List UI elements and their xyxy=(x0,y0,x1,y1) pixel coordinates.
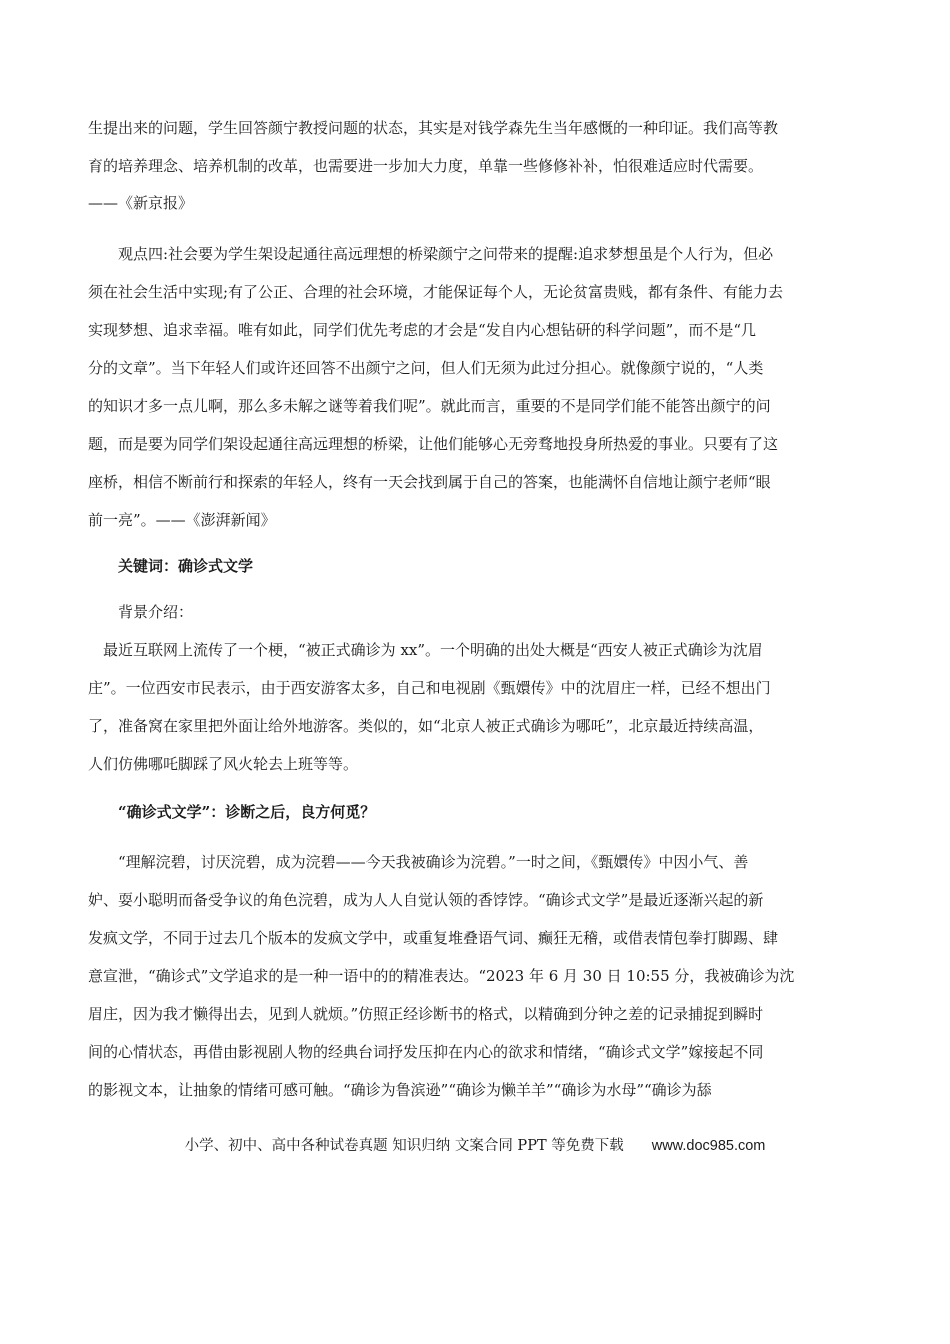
paragraph-line: 观点四:社会要为学生架设起通往高远理想的桥梁颜宁之问带来的提醒:追求梦想虽是个人行为，但必 xyxy=(118,245,774,263)
background-label: 背景介绍： xyxy=(118,603,194,621)
paragraph-line: 分的文章”。当下年轻人们或许还回答不出颜宁之问，但人们无须为此过分担心。就像颜宁说的，“人类 xyxy=(88,359,764,377)
paragraph-line: 座桥，相信不断前行和探索的年轻人，终有一天会找到属于自己的答案，也能满怀自信地让颜宁老师“眼 xyxy=(88,473,771,491)
paragraph-line: 题，而是要为同学们架设起通往高远理想的桥梁，让他们能够心无旁骛地投身所热爱的事业。只要有了这 xyxy=(88,435,779,453)
paragraph-line: 的影视文本，让抽象的情绪可感可触。“确诊为鲁滨逊”“确诊为懒羊羊”“确诊为水母”“确诊为舔 xyxy=(88,1081,712,1099)
paragraph-line: 实现梦想、追求幸福。唯有如此，同学们优先考虑的才会是“发自内心想钻研的科学问题”，而不是“几 xyxy=(88,321,757,339)
footer-text: 小学、初中、高中各种试卷真题 知识归纳 文案合同 PPT 等免费下载 xyxy=(184,1138,624,1154)
section-heading: “确诊式文学”：诊断之后，良方何觅？ xyxy=(118,803,376,821)
paragraph-line: 须在社会生活中实现;有了公正、合理的社会环境，才能保证每个人，无论贫富贵贱，都有条件、有能力去 xyxy=(88,283,784,301)
paragraph-line: 意宣泄，“确诊式”文学追求的是一种一语中的的精准表达。“2023 年 6 月 30 日 10:55 分，我被确诊为沈 xyxy=(88,967,795,985)
paragraph-line: 眉庄，因为我才懒得出去，见到人就烦。”仿照正经诊断书的格式，以精确到分钟之差的记录捕捉到瞬时 xyxy=(88,1005,764,1023)
page-footer xyxy=(0,1136,950,1156)
source-attribution: ——《新京报》 xyxy=(88,194,194,212)
paragraph-line: “理解浣碧，讨厌浣碧，成为浣碧——今天我被确诊为浣碧。”一时之间，《甄嬛传》中因小气、善 xyxy=(118,853,749,871)
paragraph-line: 妒、耍小聪明而备受争议的角色浣碧，成为人人自觉认领的香饽饽。“确诊式文学”是最近逐渐兴起的新 xyxy=(88,891,764,909)
paragraph-line: 间的心情状态，再借由影视剧人物的经典台词抒发压抑在内心的欲求和情绪，“确诊式文学”嫁接起不同 xyxy=(88,1043,764,1061)
paragraph-line: 人们仿佛哪吒脚踩了风火轮去上班等等。 xyxy=(88,755,359,773)
keyword-heading: 关键词：确诊式文学 xyxy=(118,557,254,575)
paragraph-line: 的知识才多一点儿啊，那么多未解之谜等着我们呢”。就此而言，重要的不是同学们能不能答出颜宁的问 xyxy=(88,397,771,415)
paragraph-line: 育的培养理念、培养机制的改革，也需要进一步加大力度，单靠一些修修补补，怕很难适应时代需要。 xyxy=(88,157,764,175)
paragraph-line: 生提出来的问题，学生回答颜宁教授问题的状态，其实是对钱学森先生当年感慨的一种印证。我们高等教 xyxy=(88,119,779,137)
paragraph-line: 了，准备窝在家里把外面让给外地游客。类似的，如“北京人被正式确诊为哪吒”，北京最近持续高温， xyxy=(88,717,764,735)
footer-site-link[interactable]: www.doc985.com xyxy=(651,1138,766,1154)
paragraph-line: 庄”。一位西安市民表示，由于西安游客太多，自己和电视剧《甄嬛传》中的沈眉庄一样，已经不想出门 xyxy=(88,679,771,697)
paragraph-line: 最近互联网上流传了一个梗，“被正式确诊为 xx”。一个明确的出处大概是“西安人被正式确诊为沈眉 xyxy=(103,641,763,659)
paragraph-line: 前一亮”。——《澎湃新闻》 xyxy=(88,511,276,529)
paragraph-line: 发疯文学，不同于过去几个版本的发疯文学中，或重复堆叠语气词、癫狂无稽，或借表情包拳打脚踢、肆 xyxy=(88,929,779,947)
